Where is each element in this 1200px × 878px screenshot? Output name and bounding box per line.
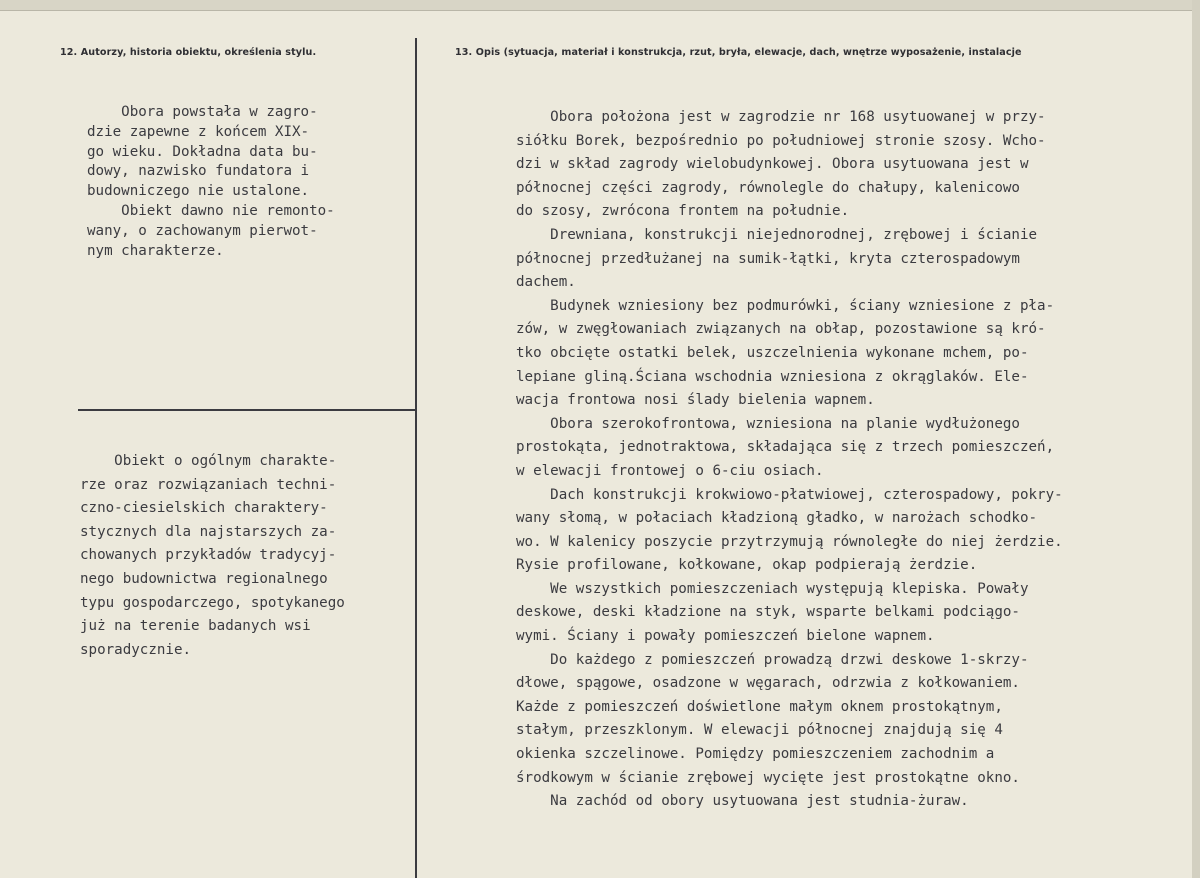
text-line: typu gospodarczego, spotykanego — [80, 594, 345, 611]
text-line: Obiekt dawno nie remonto- — [87, 202, 335, 219]
text-line: Dach konstrukcji krokwiowo-płatwiowej, czterospadowy, pokry- — [516, 486, 1063, 503]
text-line: wany słomą, w połaciach kładzioną gładko, w narożach schodko- — [516, 510, 1038, 527]
text-line: w elewacji frontowej o 6-ciu osiach. — [516, 462, 824, 479]
text-line: wymi. Ściany i powały pomieszczeń bielone wapnem. — [516, 628, 935, 645]
text-line: budowniczego nie ustalone. — [87, 183, 310, 200]
section-13-header: 13. Opis (sytuacja, materiał i konstrukcja, rzut, bryła, elewacje, dach, wnętrze wyposażenie, instalacje — [455, 47, 1022, 58]
text-line: lepiane gliną.Ściana wschodnia wzniesiona z okrąglaków. Ele- — [516, 368, 1029, 385]
text-line: tko obcięte ostatki belek, uszczelnienia wykonane mchem, po- — [516, 344, 1029, 361]
page-right-edge — [1192, 0, 1200, 878]
text-line: Obora położona jest w zagrodzie nr 168 usytuowanej w przy- — [516, 109, 1046, 125]
text-line: nego budownictwa regionalnego — [80, 570, 328, 587]
style-assessment-text-block — [80, 450, 345, 662]
text-line: prostokąta, jednotraktowa, składająca się z trzech pomieszczeń, — [516, 439, 1055, 456]
text-line: rze oraz rozwiązaniach techni- — [80, 476, 337, 493]
text-line: wany, o zachowanym pierwot- — [87, 222, 318, 239]
text-line: północnej części zagrody, równolegle do chałupy, kalenicowo — [516, 179, 1020, 196]
text-line: Budynek wzniesiony bez podmurówki, ściany wzniesione z pła- — [516, 297, 1055, 314]
left-column-divider-horizontal — [78, 409, 416, 411]
text-line: Obiekt o ogólnym charakte- — [80, 453, 337, 469]
text-line: Rysie profilowane, kołkowane, okap podpierają żerdzie. — [516, 557, 978, 574]
history-text-block — [87, 103, 335, 261]
text-line: sporadycznie. — [80, 641, 192, 658]
text-line: Do każdego z pomieszczeń prowadzą drzwi deskowe 1-skrzy- — [516, 651, 1029, 668]
text-line: czno-ciesielskich charaktery- — [80, 500, 328, 517]
text-line: chowanych przykładów tradycyj- — [80, 547, 337, 564]
text-line: dzie zapewne z końcem XIX- — [87, 123, 310, 140]
column-divider-vertical — [415, 38, 417, 878]
page-top-edge — [0, 0, 1200, 10]
text-line: stałym, przeszklonym. W elewacji północnej znajdują się 4 — [516, 722, 1003, 739]
text-line: dachem. — [516, 274, 576, 291]
page-top-rule — [0, 10, 1192, 11]
text-line: dzi w skład zagrody wielobudynkowej. Obora usytuowana jest w — [516, 156, 1029, 173]
text-line: Obora szerokofrontowa, wzniesiona na planie wydłużonego — [516, 415, 1020, 432]
text-line: już na terenie badanych wsi — [80, 618, 311, 635]
text-line: stycznych dla najstarszych za- — [80, 523, 337, 540]
description-text-block — [516, 106, 1063, 814]
text-line: go wieku. Dokładna data bu- — [87, 143, 318, 160]
text-line: Obora powstała w zagro- — [87, 104, 318, 120]
text-line: We wszystkich pomieszczeniach występują klepiska. Powały — [516, 580, 1029, 597]
text-line: północnej przedłużanej na sumik-łątki, kryta czterospadowym — [516, 250, 1020, 267]
text-line: wacja frontowa nosi ślady bielenia wapnem. — [516, 392, 875, 409]
text-line: Każde z pomieszczeń doświetlone małym oknem prostokątnym, — [516, 698, 1003, 715]
text-line: środkowym w ścianie zrębowej wycięte jest prostokątne okno. — [516, 769, 1020, 786]
text-line: deskowe, deski kładzione na styk, wsparte belkami podciągo- — [516, 604, 1020, 621]
text-line: do szosy, zwrócona frontem na południe. — [516, 203, 850, 220]
section-12-header: 12. Autorzy, historia obiektu, określenia stylu. — [60, 47, 317, 58]
text-line: okienka szczelinowe. Pomiędzy pomieszczeniem zachodnim a — [516, 746, 995, 763]
text-line: dłowe, spągowe, osadzone w węgarach, odrzwia z kołkowaniem. — [516, 675, 1020, 692]
text-line: nym charakterze. — [87, 242, 224, 259]
text-line: wo. W kalenicy poszycie przytrzymują równoległe do niej żerdzie. — [516, 533, 1063, 550]
text-line: Na zachód od obory usytuowana jest studnia-żuraw. — [516, 793, 969, 810]
text-line: dowy, nazwisko fundatora i — [87, 163, 310, 180]
text-line: siółku Borek, bezpośrednio po południowej stronie szosy. Wcho- — [516, 132, 1046, 149]
text-line: zów, w zwęgłowaniach związanych na obłap, pozostawione są kró- — [516, 321, 1046, 338]
text-line: Drewniana, konstrukcji niejednorodnej, zrębowej i ścianie — [516, 226, 1038, 243]
